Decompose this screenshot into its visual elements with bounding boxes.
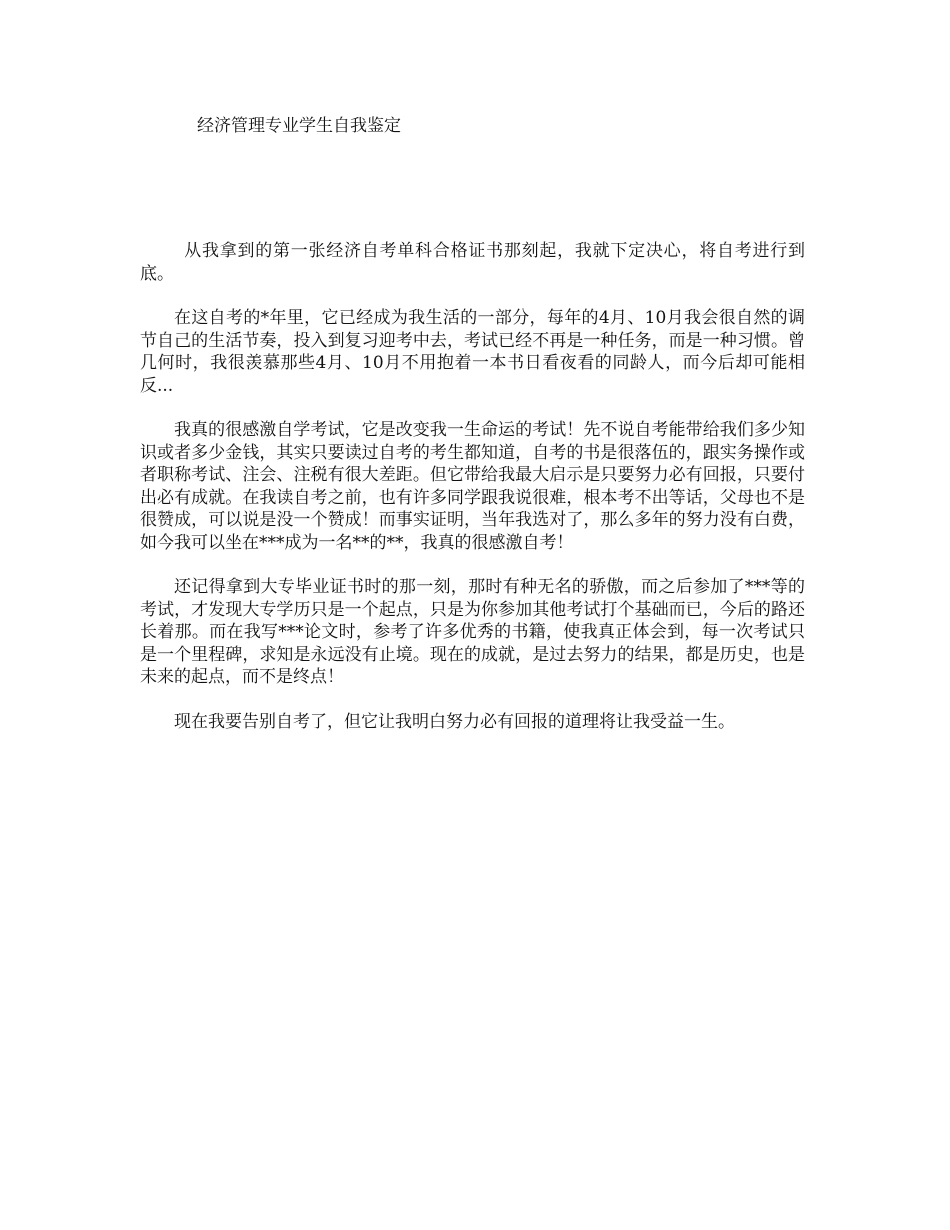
paragraph-4: 还记得拿到大专毕业证书时的那一刻，那时有种无名的骄傲，而之后参加了***等的考试，才发现大专学历只是一个起点，只是为你参加其他考试打个基础而已，今后的路还长着那。而在我写***论文时，参考了许多优秀的书籍，使我真正体会到，每一次考试只是一个里程碑，求知是永远没有止境。现在的成就，是过去努力的结果，都是历史，也是未来的起点，而不是终点！ [140,577,805,687]
paragraph-1: 从我拿到的第一张经济自考单科合格证书那刻起，我就下定决心，将自考进行到底。 [140,241,805,284]
paragraph-3: 我真的很感激自学考试，它是改变我一生命运的考试！先不说自考能带给我们多少知识或者多少金钱，其实只要读过自考的考生都知道，自考的书是很落伍的，跟实务操作或者职称考试、注会、注税有很大差距。但它带给我最大启示是只要努力必有回报，只要付出必有成就。在我读自考之前，也有许多同学跟我说很难，根本考不出等话，父母也不是很赞成，可以说是没一个赞成！而事实证明，当年我选对了，那么多年的努力没有白费，如今我可以坐在***成为一名**的**，我真的很感激自考！ [140,420,805,553]
paragraph-2: 在这自考的*年里，它已经成为我生活的一部分，每年的4月、10月我会很自然的调节自己的生活节奏，投入到复习迎考中去，考试已经不再是一种任务，而是一种习惯。曾几何时，我很羡慕那些4月、10月不用抱着一本书日看夜看的同龄人，而今后却可能相反... [140,308,805,396]
document-title: 经济管理专业学生自我鉴定 [197,116,401,136]
document-body [140,240,805,755]
paragraph-5: 现在我要告别自考了，但它让我明白努力必有回报的道理将让我受益一生。 [174,711,735,732]
